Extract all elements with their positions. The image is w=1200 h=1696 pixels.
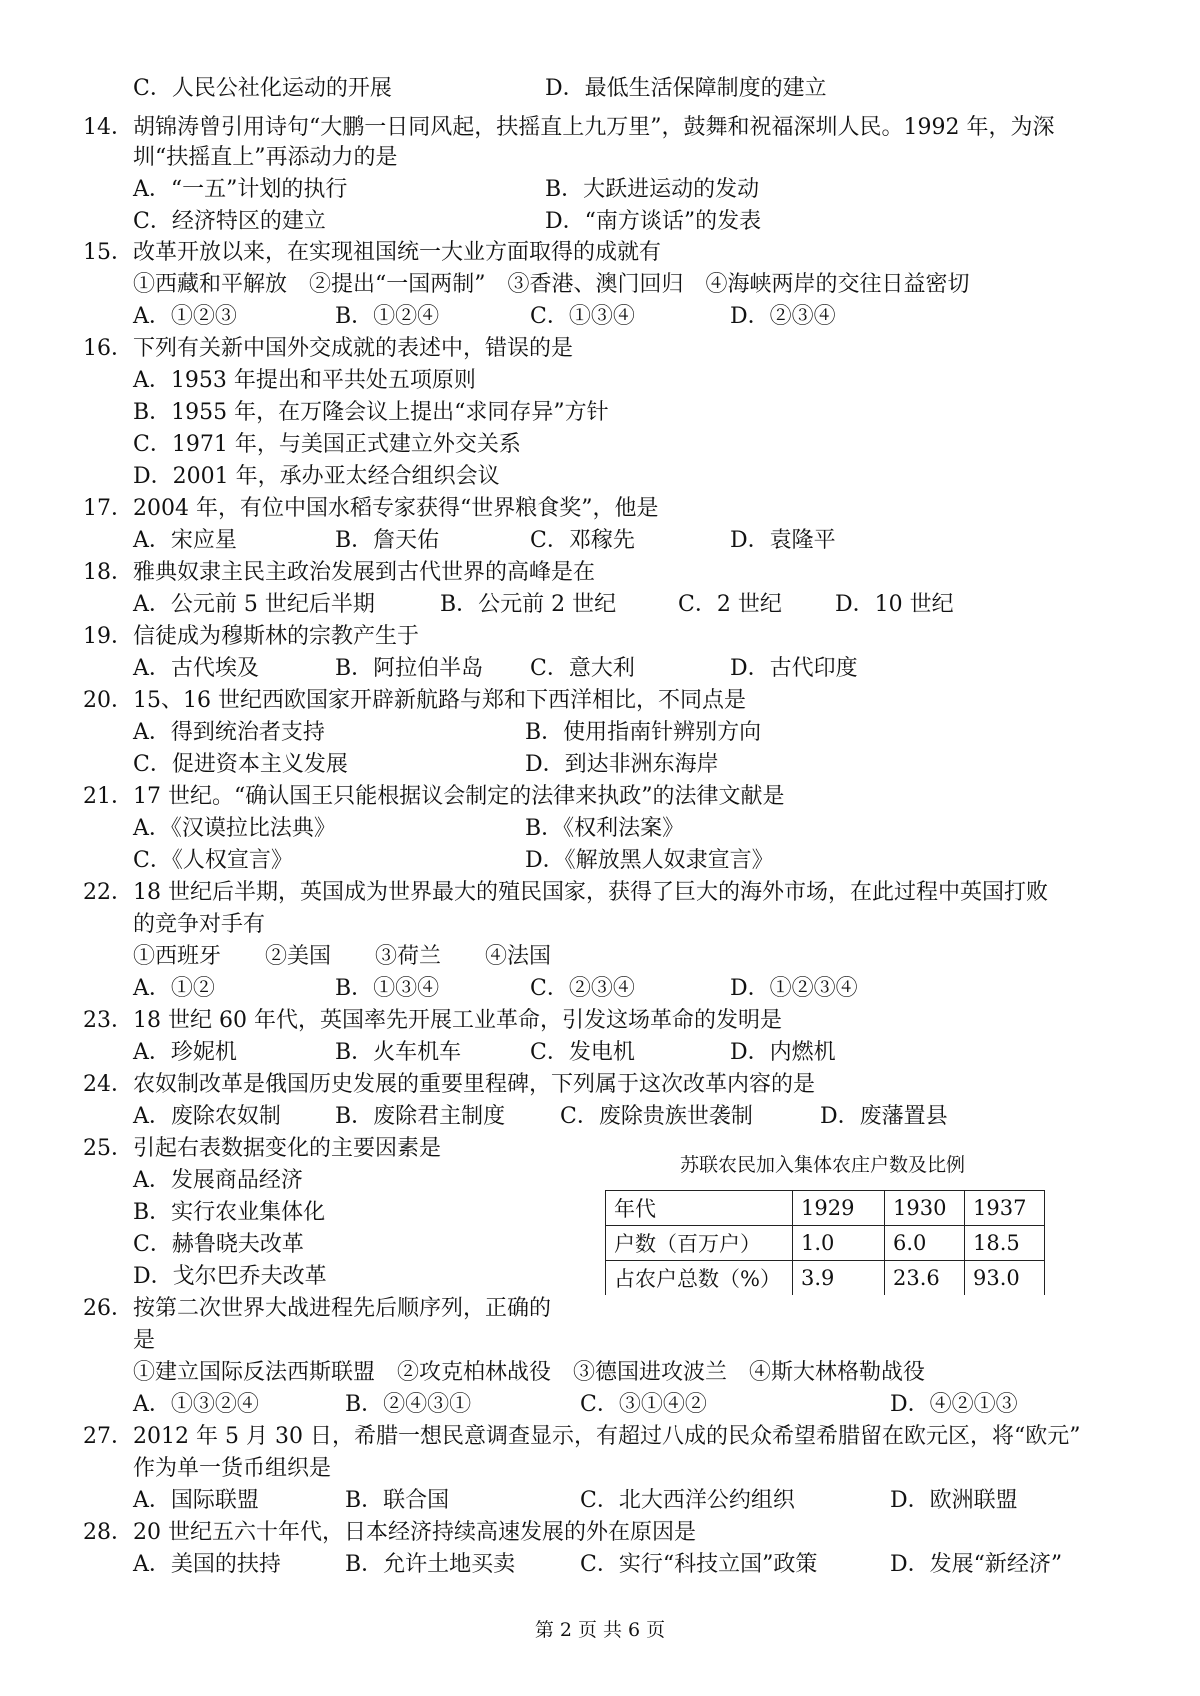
q22-option-b: B．①③④	[335, 976, 440, 1001]
q14-stem-line2: 圳“扶摇直上”再添动力的是	[133, 145, 398, 170]
q23-stem: 18 世纪 60 年代，英国率先开展工业革命，引发这场革命的发明是	[133, 1008, 782, 1033]
q19-option-c: C．意大利	[530, 656, 635, 681]
q28-stem: 20 世纪五六十年代，日本经济持续高速发展的外在原因是	[133, 1520, 696, 1545]
q28-option-a: A．美国的扶持	[133, 1552, 281, 1577]
q15-stem: 改革开放以来，在实现祖国统一大业方面取得的成就有	[133, 240, 662, 265]
q20-stem: 15、16 世纪西欧国家开辟新航路与郑和下西洋相比，不同点是	[133, 688, 746, 713]
q27-option-c: C．北大西洋公约组织	[580, 1488, 795, 1513]
q23-option-b: B．火车机车	[335, 1040, 462, 1065]
q25-option-a: A．发展商品经济	[133, 1168, 303, 1193]
table-cell: 户数（百万户）	[606, 1226, 793, 1261]
q17-option-c: C．邓稼先	[530, 528, 635, 553]
q28-option-d: D．发展“新经济”	[890, 1552, 1063, 1577]
table-row	[606, 1191, 1045, 1226]
q20-option-d: D．到达非洲东海岸	[525, 752, 719, 777]
q17-number: 17．	[83, 496, 133, 521]
table-cell: 1.0	[793, 1226, 885, 1261]
q17-option-b: B．詹天佑	[335, 528, 440, 553]
q19-number: 19．	[83, 624, 133, 649]
q24-option-a: A．废除农奴制	[133, 1104, 281, 1129]
q24-option-c: C．废除贵族世袭制	[560, 1104, 753, 1129]
q16-option-d: D．2001 年，承办亚太经合组织会议	[133, 464, 500, 489]
q24-option-d: D．废藩置县	[820, 1104, 948, 1129]
collective-farm-table	[605, 1190, 1045, 1295]
q26-option-b: B．②④③①	[345, 1392, 472, 1417]
q19-option-d: D．古代印度	[730, 656, 858, 681]
q20-option-a: A．得到统治者支持	[133, 720, 325, 745]
q15-option-c: C．①③④	[530, 304, 635, 329]
q17-stem: 2004 年，有位中国水稻专家获得“世界粮食奖”，他是	[133, 496, 659, 521]
q26-option-d: D．④②①③	[890, 1392, 1018, 1417]
q14-option-d: D．“南方谈话”的发表	[545, 209, 762, 234]
q19-option-a: A．古代埃及	[133, 656, 259, 681]
q26-stem-line2: 是	[133, 1328, 156, 1353]
q19-option-b: B．阿拉伯半岛	[335, 656, 484, 681]
q15-option-d: D．②③④	[730, 304, 836, 329]
table-cell: 6.0	[885, 1226, 965, 1261]
q23-number: 23．	[83, 1008, 133, 1033]
q20-option-c: C．促进资本主义发展	[133, 752, 348, 777]
q23-option-d: D．内燃机	[730, 1040, 836, 1065]
table-row	[606, 1261, 1045, 1296]
q18-option-d: D．10 世纪	[835, 592, 954, 617]
table-cell: 1930	[885, 1191, 965, 1226]
q21-option-d: D．《解放黑人奴隶宣言》	[525, 848, 774, 873]
q15-number: 15．	[83, 240, 133, 265]
q18-option-c: C．2 世纪	[678, 592, 782, 617]
table-row	[606, 1226, 1045, 1261]
q21-option-c: C．《人权宣言》	[133, 848, 293, 873]
q16-option-b: B．1955 年，在万隆会议上提出“求同存异”方针	[133, 400, 609, 425]
q23-option-a: A．珍妮机	[133, 1040, 237, 1065]
q23-option-c: C．发电机	[530, 1040, 635, 1065]
q13-option-d: D．最低生活保障制度的建立	[545, 76, 827, 101]
q15-option-b: B．①②④	[335, 304, 440, 329]
q14-option-c: C．经济特区的建立	[133, 209, 326, 234]
q14-option-a: A．“一五”计划的执行	[133, 177, 348, 202]
q27-option-d: D．欧洲联盟	[890, 1488, 1018, 1513]
q27-option-b: B．联合国	[345, 1488, 450, 1513]
q27-stem-line1: 2012 年 5 月 30 日，希腊一想民意调查显示，有超过八成的民众希望希腊留在欧元区，将“欧元”	[133, 1424, 1081, 1449]
q22-number: 22．	[83, 880, 133, 905]
q25-option-b: B．实行农业集体化	[133, 1200, 326, 1225]
q16-option-c: C．1971 年，与美国正式建立外交关系	[133, 432, 521, 457]
q17-option-a: A．宋应星	[133, 528, 237, 553]
q18-option-a: A．公元前 5 世纪后半期	[133, 592, 375, 617]
q20-option-b: B．使用指南针辨别方向	[525, 720, 762, 745]
q18-stem: 雅典奴隶主民主政治发展到古代世界的高峰是在	[133, 560, 596, 585]
q26-number: 26．	[83, 1296, 133, 1321]
q22-stem-line2: 的竞争对手有	[133, 912, 266, 937]
q24-stem: 农奴制改革是俄国历史发展的重要里程碑，下列属于这次改革内容的是	[133, 1072, 816, 1097]
q22-items: ①西班牙 ②美国 ③荷兰 ④法国	[133, 944, 552, 969]
q15-items: ①西藏和平解放 ②提出“一国两制” ③香港、澳门回归 ④海峡两岸的交往日益密切	[133, 272, 970, 297]
q21-stem: 17 世纪。“确认国王只能根据议会制定的法律来执政”的法律文献是	[133, 784, 785, 809]
q13-option-c: C．人民公社化运动的开展	[133, 76, 392, 101]
q26-option-a: A．①③②④	[133, 1392, 259, 1417]
q26-stem-line1: 按第二次世界大战进程先后顺序列，正确的	[133, 1296, 552, 1321]
q16-number: 16．	[83, 336, 133, 361]
q25-stem: 引起右表数据变化的主要因素是	[133, 1136, 442, 1161]
q17-option-d: D．袁隆平	[730, 528, 836, 553]
table-cell: 18.5	[965, 1226, 1045, 1261]
q27-option-a: A．国际联盟	[133, 1488, 259, 1513]
q14-option-b: B．大跃进运动的发动	[545, 177, 760, 202]
q28-option-b: B．允许土地买卖	[345, 1552, 516, 1577]
q28-number: 28．	[83, 1520, 133, 1545]
q22-option-c: C．②③④	[530, 976, 635, 1001]
q24-option-b: B．废除君主制度	[335, 1104, 506, 1129]
q25-option-d: D．戈尔巴乔夫改革	[133, 1264, 327, 1289]
q16-option-a: A．1953 年提出和平共处五项原则	[133, 368, 476, 393]
table-cell: 年代	[606, 1191, 793, 1226]
q26-items: ①建立国际反法西斯联盟 ②攻克柏林战役 ③德国进攻波兰 ④斯大林格勒战役	[133, 1360, 926, 1385]
q15-option-a: A．①②③	[133, 304, 237, 329]
q28-option-c: C．实行“科技立国”政策	[580, 1552, 818, 1577]
q16-stem: 下列有关新中国外交成就的表述中，错误的是	[133, 336, 574, 361]
q21-number: 21．	[83, 784, 133, 809]
q14-number: 14．	[83, 115, 133, 140]
q25-number: 25．	[83, 1136, 133, 1161]
table-caption: 苏联农民加入集体农庄户数及比例	[680, 1154, 966, 1176]
q22-option-d: D．①②③④	[730, 976, 858, 1001]
page-footer: 第 2 页 共 6 页	[534, 1619, 666, 1641]
q25-option-c: C．赫鲁晓夫改革	[133, 1232, 304, 1257]
table-cell: 93.0	[965, 1261, 1045, 1296]
table-cell: 1937	[965, 1191, 1045, 1226]
q18-option-b: B．公元前 2 世纪	[440, 592, 617, 617]
q18-number: 18．	[83, 560, 133, 585]
q22-option-a: A．①②	[133, 976, 215, 1001]
q22-stem-line1: 18 世纪后半期，英国成为世界最大的殖民国家，获得了巨大的海外市场，在此过程中英国打败	[133, 880, 1048, 905]
q19-stem: 信徒成为穆斯林的宗教产生于	[133, 624, 420, 649]
q14-stem-line1: 胡锦涛曾引用诗句“大鹏一日同风起，扶摇直上九万里”，鼓舞和祝福深圳人民。1992 年，为深	[133, 115, 1055, 140]
table-cell: 占农户总数（%）	[606, 1261, 793, 1296]
table-cell: 1929	[793, 1191, 885, 1226]
q20-number: 20．	[83, 688, 133, 713]
q21-option-a: A．《汉谟拉比法典》	[133, 816, 336, 841]
q26-option-c: C．③①④②	[580, 1392, 707, 1417]
table-cell: 23.6	[885, 1261, 965, 1296]
q21-option-b: B．《权利法案》	[525, 816, 685, 841]
q27-stem-line2: 作为单一货币组织是	[133, 1456, 332, 1481]
q24-number: 24．	[83, 1072, 133, 1097]
table-cell: 3.9	[793, 1261, 885, 1296]
q27-number: 27．	[83, 1424, 133, 1449]
